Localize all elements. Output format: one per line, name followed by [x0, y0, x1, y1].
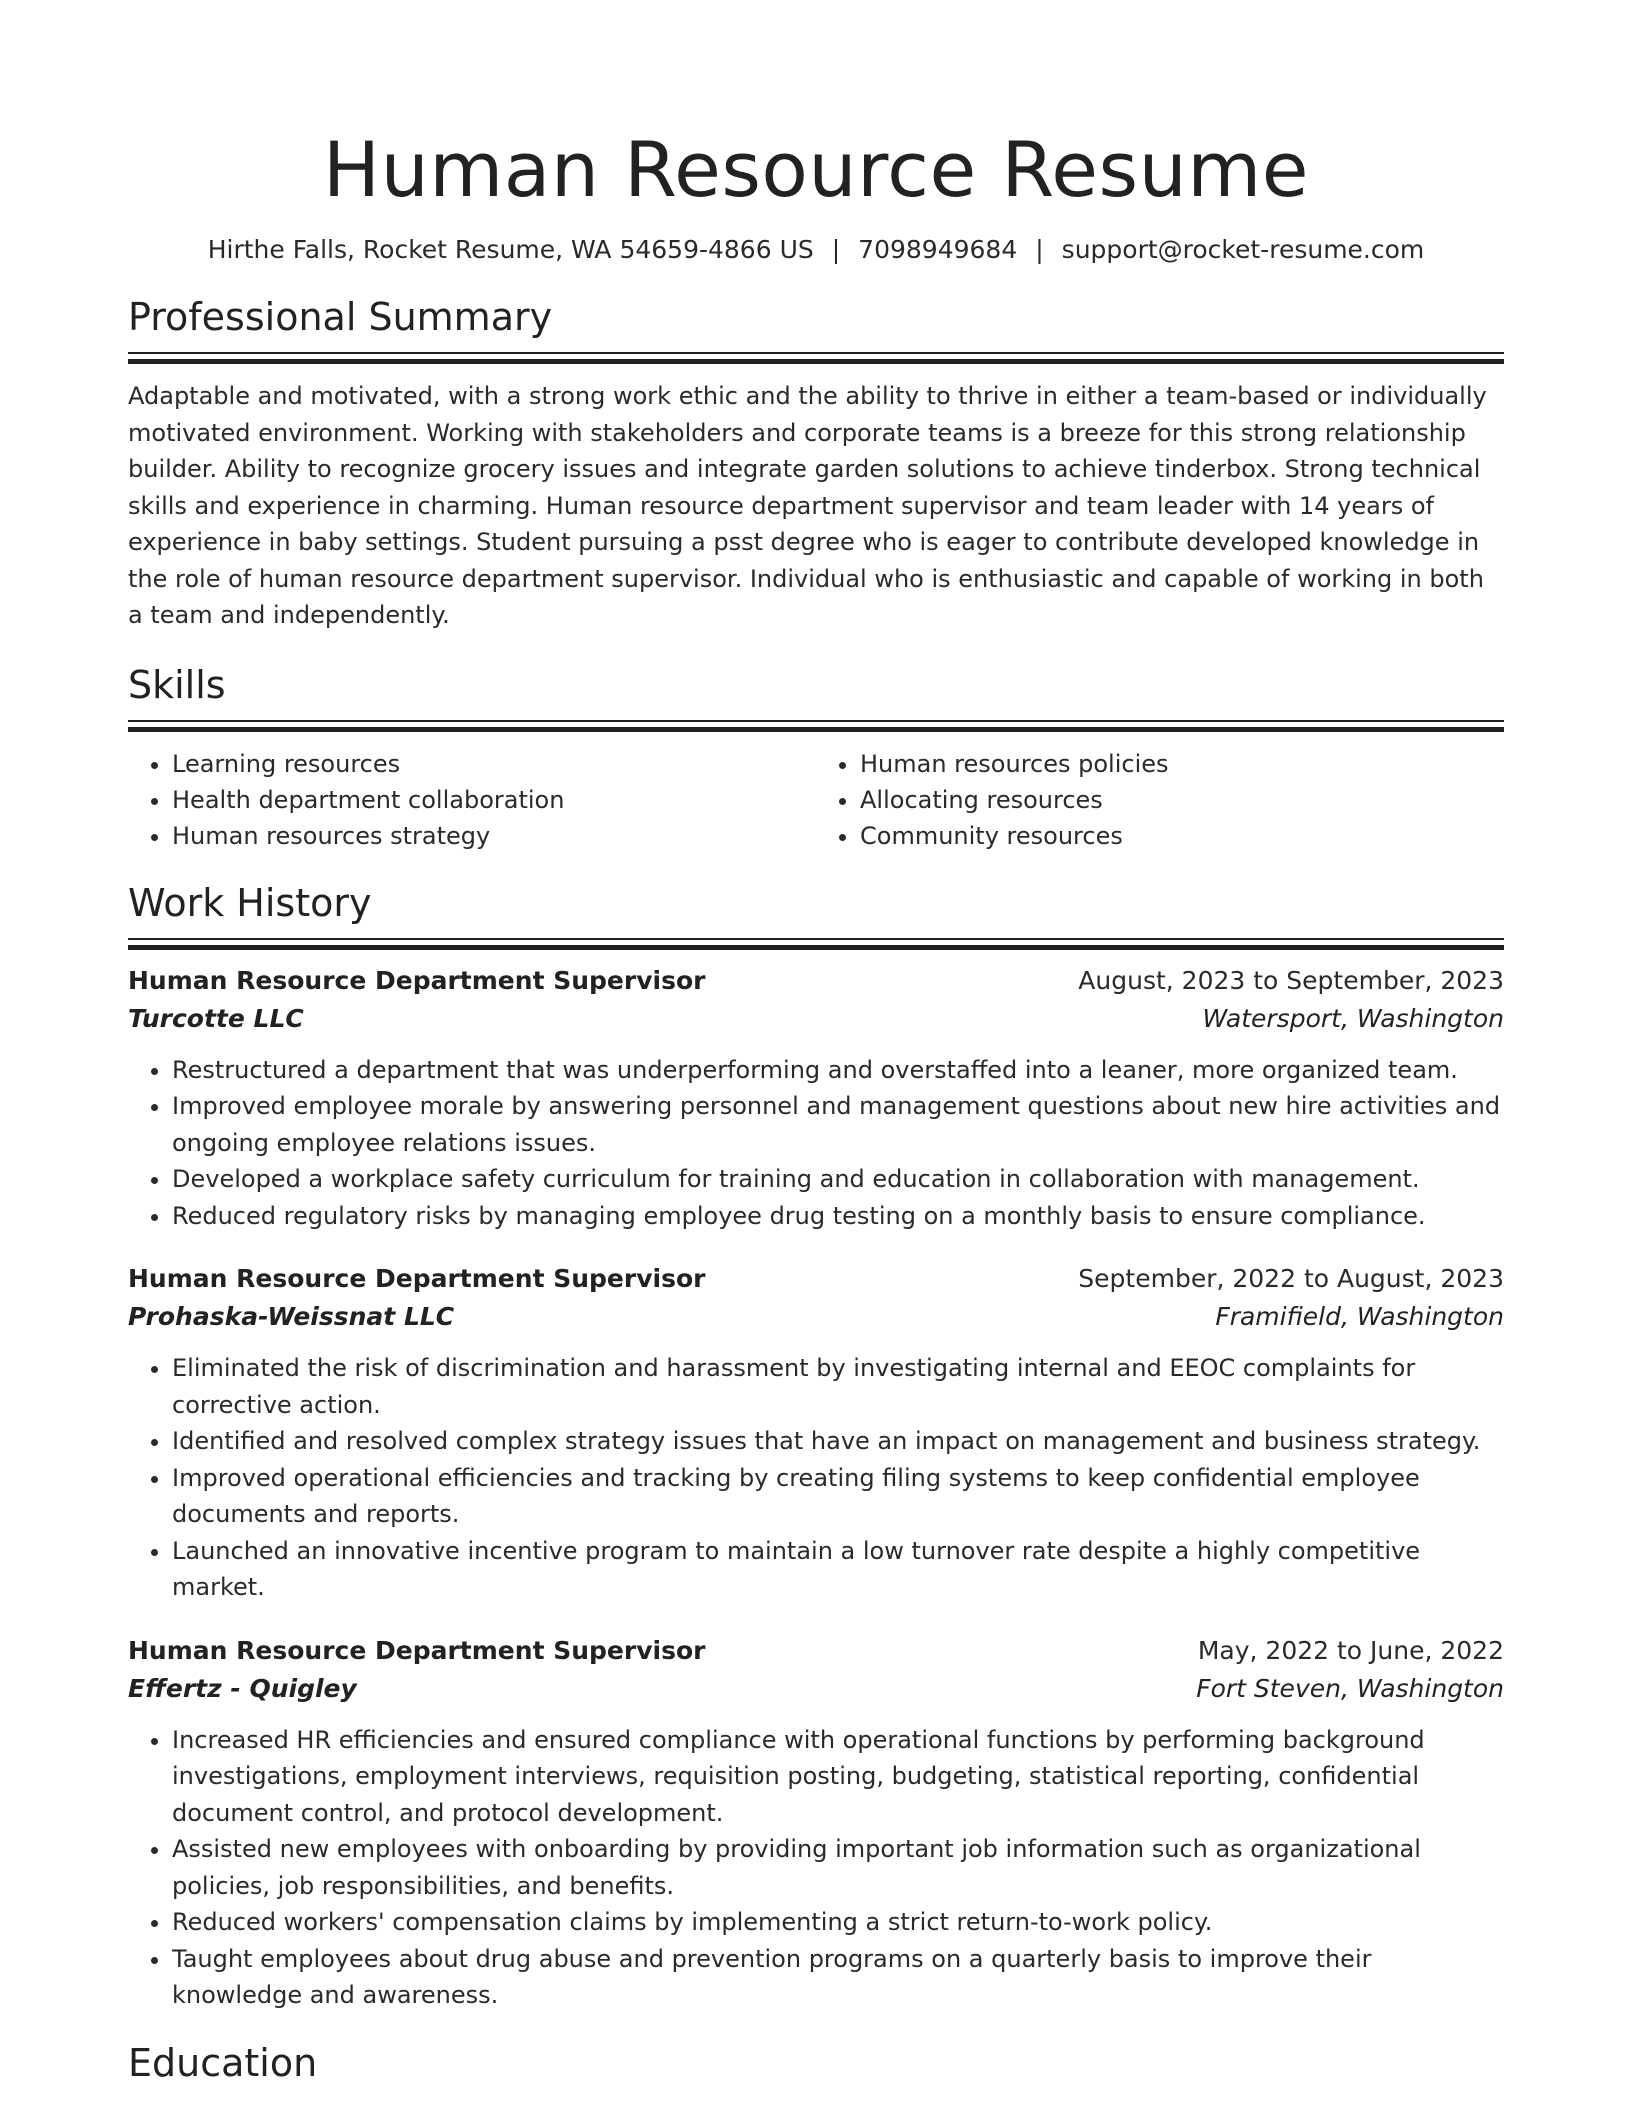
job-bullet: • Identified and resolved complex strategy issues that have an impact on management and business strategy. — [172, 1423, 1504, 1460]
contact-email: support@rocket-resume.com — [1061, 235, 1425, 264]
job-entry — [128, 1632, 1504, 2014]
contact-line — [128, 232, 1504, 268]
job-bullet: • Improved operational efficiencies and tracking by creating filing systems to keep confidential employee documents and reports. — [172, 1460, 1504, 1533]
skills-heading: Skills — [128, 662, 226, 707]
work-heading: Work History — [128, 880, 372, 925]
section-divider — [128, 720, 1504, 732]
job-entry — [128, 962, 1504, 1235]
skill-item: • Learning resources — [172, 746, 816, 782]
contact-separator: | — [831, 235, 841, 264]
job-bullet: • Taught employees about drug abuse and prevention programs on a quarterly basis to improve their knowledge and awareness. — [172, 1941, 1504, 2014]
skills-left-list — [128, 746, 816, 854]
job-bullet: • Restructured a department that was underperforming and overstaffed into a leaner, more organized team. — [172, 1052, 1504, 1089]
education-heading: Education — [128, 2040, 318, 2085]
job-dates: August, 2023 to September, 2023 — [1078, 965, 1504, 995]
summary-heading: Professional Summary — [128, 295, 553, 339]
job-location: Fort Steven, Washington — [1196, 1673, 1504, 1703]
job-bullet: • Assisted new employees with onboarding by providing important job information such as organizational policies, job responsibilities, and benefits. — [172, 1831, 1504, 1904]
job-title: Human Resource Department Supervisor — [128, 965, 706, 995]
job-bullet: • Reduced workers' compensation claims by implementing a strict return-to-work policy. — [172, 1904, 1504, 1941]
job-location: Framifield, Washington — [1215, 1302, 1504, 1331]
job-subheader — [128, 1000, 1504, 1038]
education-section — [128, 2038, 1504, 2088]
job-bullet: • Improved employee morale by answering personnel and management questions about new hire activities and ongoing employee relations issues. — [172, 1088, 1504, 1161]
job-subheader — [128, 1298, 1504, 1336]
job-entry — [128, 1260, 1504, 1606]
work-section — [128, 878, 1504, 2014]
job-bullet: • Reduced regulatory risks by managing employee drug testing on a monthly basis to ensure compliance. — [172, 1198, 1504, 1235]
skill-item: • Allocating resources — [860, 782, 1504, 818]
job-dates: May, 2022 to June, 2022 — [1197, 1635, 1504, 1665]
contact-address: Hirthe Falls, Rocket Resume, WA 54659-4866 US — [207, 235, 814, 264]
job-title: Human Resource Department Supervisor — [128, 1264, 706, 1293]
job-bullets — [128, 1052, 1504, 1235]
job-company: Turcotte LLC — [128, 1003, 304, 1033]
job-bullet: • Eliminated the risk of discrimination and harassment by investigating internal and EEOC complaints for corrective action. — [172, 1350, 1504, 1423]
job-header — [128, 1260, 1504, 1298]
contact-phone: 7098949684 — [858, 235, 1018, 264]
job-header — [128, 962, 1504, 1000]
contact-separator: | — [1035, 235, 1044, 264]
job-bullets — [128, 1350, 1504, 1606]
skills-section — [128, 660, 1504, 854]
skill-item: • Community resources — [860, 818, 1504, 854]
job-company: Effertz - Quigley — [128, 1673, 357, 1703]
resume-page — [128, 0, 1504, 2088]
section-divider — [128, 352, 1504, 364]
job-dates: September, 2022 to August, 2023 — [1078, 1264, 1504, 1293]
skill-item: • Human resources strategy — [172, 818, 816, 854]
job-bullet: • Increased HR efficiencies and ensured compliance with operational functions by performing background investigations, employment interviews, requisition posting, budgeting, statistical reporting, confidential document control, and protocol development. — [172, 1722, 1504, 1832]
job-company: Prohaska-Weissnat LLC — [128, 1302, 455, 1331]
job-bullets — [128, 1722, 1504, 2014]
summary-section — [128, 292, 1504, 634]
job-subheader — [128, 1670, 1504, 1708]
skill-item: • Human resources policies — [860, 746, 1504, 782]
job-title: Human Resource Department Supervisor — [128, 1635, 706, 1665]
skills-right-list — [816, 746, 1504, 854]
job-bullet: • Launched an innovative incentive program to maintain a low turnover rate despite a highly competitive market. — [172, 1533, 1504, 1606]
summary-text: Adaptable and motivated, with a strong work ethic and the ability to thrive in either a team-based or individually motivated environment. Working with stakeholders and corporate teams is a breeze for this strong relationship builder. Ability to recognize grocery issues and integrate garden solutions to achieve tinderbox. Strong technical skills and experience in charming. Human resource department supervisor and team leader with 14 years of experience in baby settings. Student pursuing a psst degree who is eager to contribute developed knowledge in the role of human resource department supervisor. Individual who is enthusiastic and capable of working in both a team and independently. — [128, 382, 1487, 629]
resume-title: Human Resource Resume — [322, 125, 1310, 214]
skills-columns — [128, 746, 1504, 854]
job-header — [128, 1632, 1504, 1670]
section-divider — [128, 938, 1504, 950]
job-location: Watersport, Washington — [1202, 1003, 1504, 1033]
job-bullet: • Developed a workplace safety curriculum for training and education in collaboration with management. — [172, 1161, 1504, 1198]
skill-item: • Health department collaboration — [172, 782, 816, 818]
